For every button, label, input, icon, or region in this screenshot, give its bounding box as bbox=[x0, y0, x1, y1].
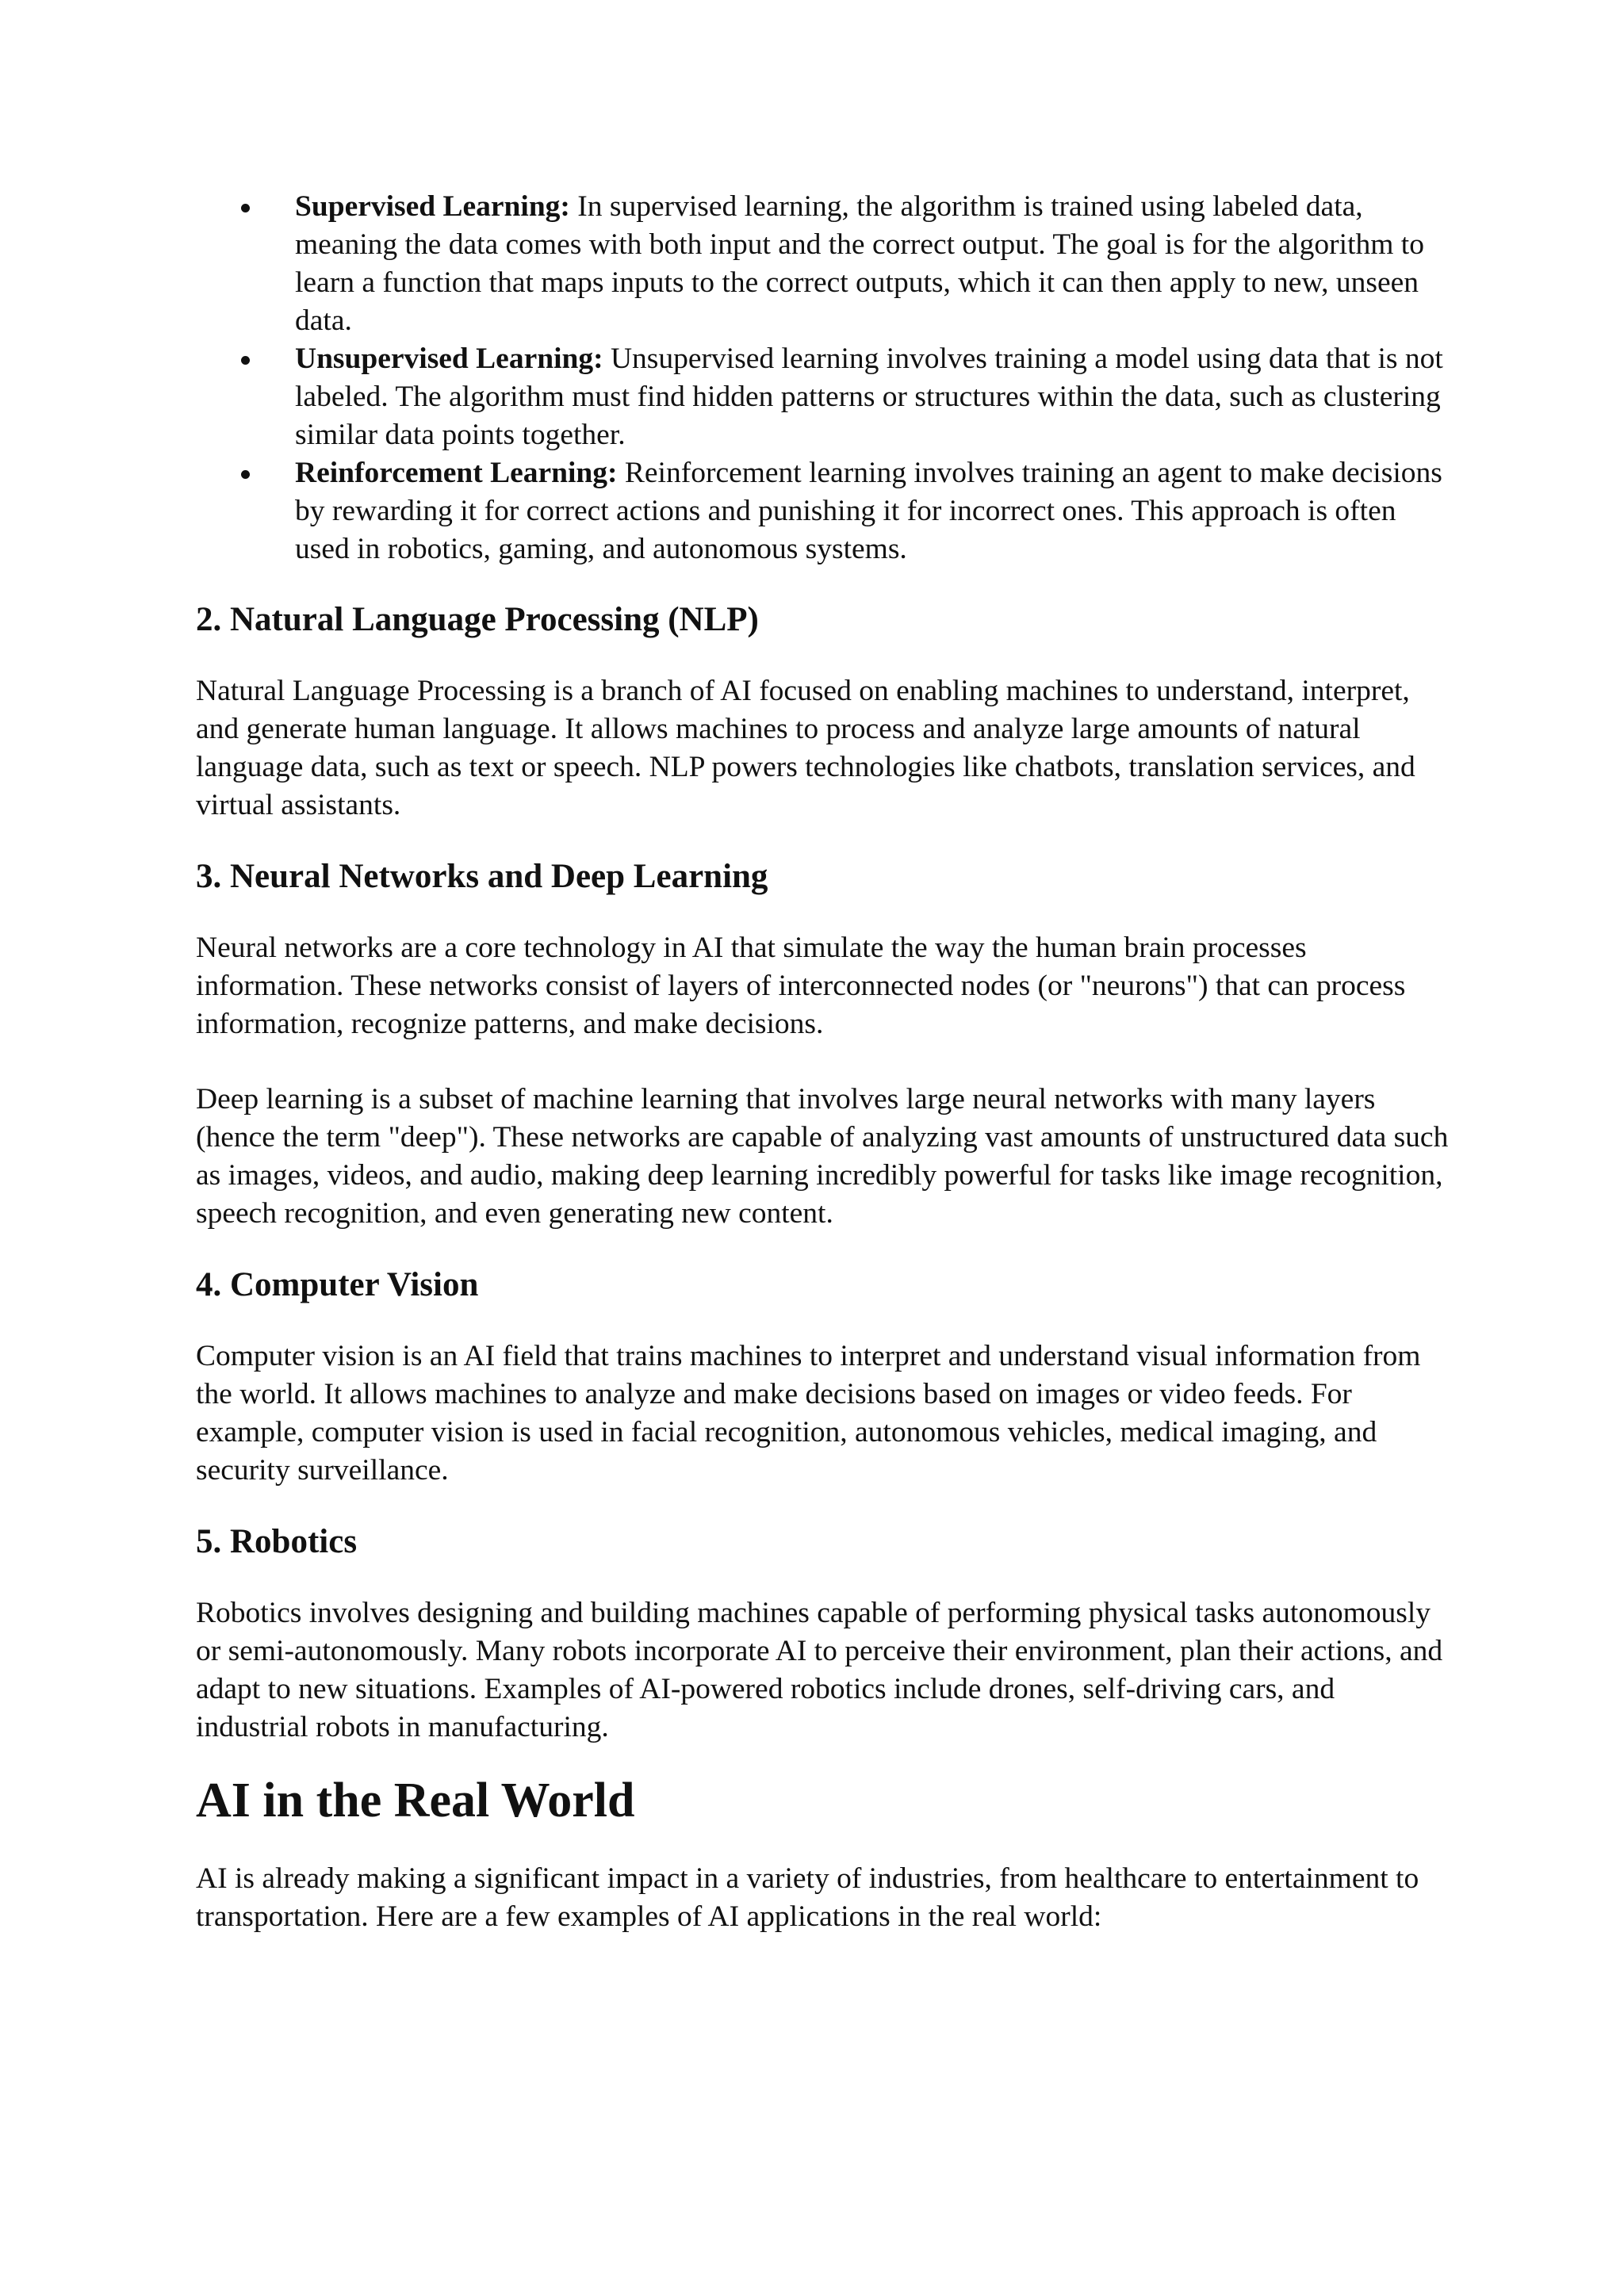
bullet-term: Unsupervised Learning: bbox=[295, 342, 603, 375]
paragraph-ai-real-world-intro: AI is already making a significant impact in a variety of industries, from healthcare to entertainment to transportation. Here are a few examples of AI applications in the real world: bbox=[196, 1862, 1419, 1933]
bullet-icon bbox=[241, 204, 250, 212]
document-page bbox=[196, 188, 1449, 1936]
section-heading-neural-networks: 3. Neural Networks and Deep Learning bbox=[196, 858, 768, 895]
learning-types-list bbox=[196, 188, 1449, 568]
paragraph-robotics: Robotics involves designing and building machines capable of performing physical tasks autonomously or semi-autonomously. Many robots incorporate AI to perceive their environment, plan their actions, and adapt to new situations. Examples of AI-powered robotics include drones, self-driving cars, and industrial robots in manufacturing. bbox=[196, 1597, 1443, 1743]
section-heading-robotics: 5. Robotics bbox=[196, 1523, 358, 1560]
bullet-text: In supervised learning, the algorithm is trained using labeled data, meaning the data comes with both input and the correct output. The goal is for the algorithm to learn a function that maps inputs to the correct outputs, which it can then apply to new, unseen data. bbox=[295, 190, 1424, 337]
section-heading-nlp: 2. Natural Language Processing (NLP) bbox=[196, 601, 759, 638]
bullet-icon bbox=[241, 356, 250, 365]
bullet-text: Unsupervised learning involves training a model using data that is not labeled. The algorithm must find hidden patterns or structures within the data, such as clustering similar data points together. bbox=[295, 342, 1443, 451]
paragraph-nlp: Natural Language Processing is a branch of AI focused on enabling machines to understand, interpret, and generate human language. It allows machines to process and analyze large amounts of natural language data, such as text or speech. NLP powers technologies like chatbots, translation services, and virtual assistants. bbox=[196, 675, 1415, 821]
list-item-supervised-learning bbox=[196, 188, 1449, 340]
section-heading-computer-vision: 4. Computer Vision bbox=[196, 1266, 479, 1303]
list-item-unsupervised-learning bbox=[196, 340, 1449, 454]
bullet-icon bbox=[241, 470, 250, 479]
list-item-reinforcement-learning bbox=[196, 454, 1449, 568]
paragraph-deep-learning: Deep learning is a subset of machine learning that involves large neural networks with many layers (hence the term "deep"). These networks are capable of analyzing vast amounts of unstructured data such as images, videos, and audio, making deep learning incredibly powerful for tasks like image recognition, speech recognition, and even generating new content. bbox=[196, 1083, 1449, 1230]
bullet-term: Reinforcement Learning: bbox=[295, 457, 618, 489]
page-heading-ai-real-world: AI in the Real World bbox=[196, 1774, 635, 1827]
bullet-term: Supervised Learning: bbox=[295, 190, 570, 223]
bullet-text: Reinforcement learning involves training an agent to make decisions by rewarding it for correct actions and punishing it for incorrect ones. This approach is often used in robotics, gaming, and autonomous systems. bbox=[295, 457, 1442, 565]
paragraph-neural-networks: Neural networks are a core technology in AI that simulate the way the human brain processes information. These networks consist of layers of interconnected nodes (or "neurons") that can process information, recognize patterns, and make decisions. bbox=[196, 932, 1406, 1040]
paragraph-computer-vision: Computer vision is an AI field that trains machines to interpret and understand visual information from the world. It allows machines to analyze and make decisions based on images or video feeds. For example, computer vision is used in facial recognition, autonomous vehicles, medical imaging, and security surveillance. bbox=[196, 1340, 1421, 1487]
